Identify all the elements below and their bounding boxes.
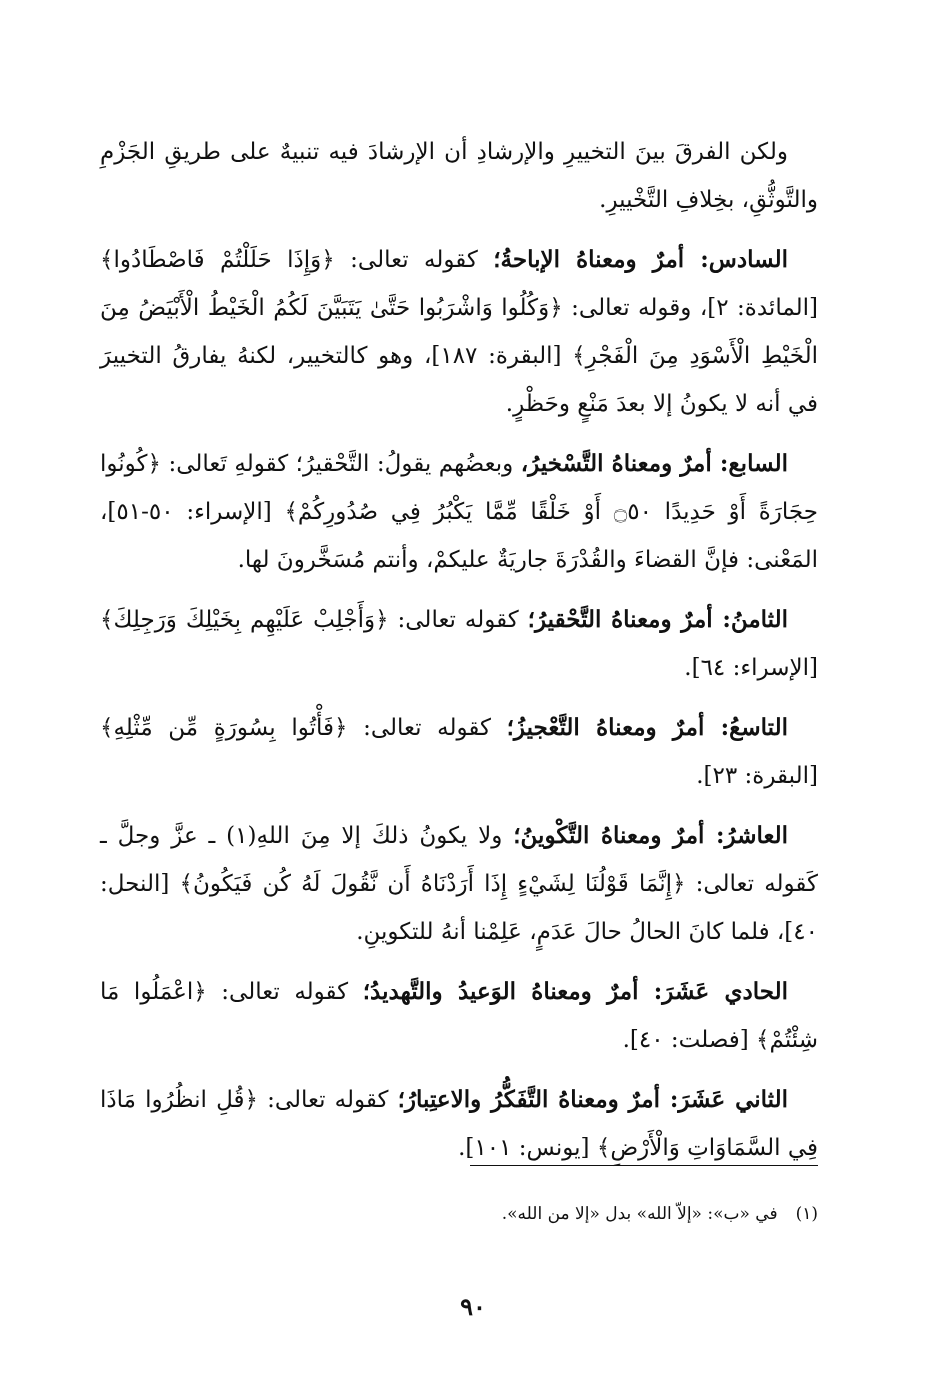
paragraph-text: كقوله تعالى: ﴿قُلِ انظُرُوا مَاذَا فِي السَّمَاوَاتِ وَالْأَرْضِ﴾ [يونس: ١٠١]. xyxy=(100,1087,818,1161)
paragraph-heading: الحادي عَشَرَ: أمرٌ ومعناهُ الوَعيدُ والتَّهديدُ؛ xyxy=(362,978,788,1005)
paragraph-heading: العاشرُ: أمرٌ ومعناهُ التَّكْوينُ؛ xyxy=(513,822,788,849)
paragraph-text: كقوله تعالى: ﴿وَأَجْلِبْ عَلَيْهِم بِخَيْلِكَ وَرَجِلِكَ﴾ [الإسراء: ٦٤]. xyxy=(100,607,818,681)
paragraph-heading: السادس: أمرٌ ومعناهُ الإباحةُ؛ xyxy=(493,246,788,273)
paragraph-heading: الثامنُ: أمرٌ ومعناهُ التَّحْقيرُ؛ xyxy=(527,606,788,633)
paragraph-text: كقوله تعالى: ﴿وَإِذَا حَلَلْتُمْ فَاصْطَادُوا﴾ [المائدة: ٢]، وقوله تعالى: ﴿وَكُلُوا وَاشْرَبُوا حَتَّىٰ يَتَبَيَّنَ لَكُمُ الْخَيْطُ الْأَبْيَضُ مِنَ الْخَيْطِ الْأَسْوَدِ مِنَ الْفَجْرِ﴾ [البقرة: ١٨٧]، وهو كالتخيير، لكنهُ يفارقُ التخييرَ في أنه لا يكونُ إلا بعدَ مَنْعٍ وحَظْرٍ. xyxy=(100,247,819,417)
paragraph-text: كقوله تعالى: ﴿اعْمَلُوا مَا شِئْتُمْ﴾ [فصلت: ٤٠]. xyxy=(100,979,818,1053)
footnote xyxy=(218,1200,818,1228)
paragraph-text: ولكن الفرقَ بينَ التخييرِ والإرشادِ أن الإرشادَ فيه تنبيهٌ على طريقِ الجَزْمِ والتَّوثُّقِ، بخِلافِ التَّخْييرِ. xyxy=(100,139,818,213)
paragraph-sixth xyxy=(100,236,818,428)
paragraph-ninth xyxy=(100,704,818,800)
paragraph-heading: السابع: أمرٌ ومعناهُ التَّسْخيرُ، xyxy=(520,450,788,477)
paragraph-heading: التاسعُ: أمرٌ ومعناهُ التَّعْجيزُ؛ xyxy=(506,714,788,741)
paragraph-tenth xyxy=(100,812,818,956)
paragraph-seventh xyxy=(100,440,818,584)
footnote-divider xyxy=(470,1165,818,1166)
page-body xyxy=(100,128,818,1184)
paragraph-eleventh xyxy=(100,968,818,1064)
paragraph-eighth xyxy=(100,596,818,692)
paragraph-text: كقوله تعالى: ﴿فَأْتُوا بِسُورَةٍ مِّن مِّثْلِهِ﴾ [البقرة: ٢٣]. xyxy=(100,715,818,789)
footnote-number: (١) xyxy=(795,1204,818,1224)
footnote-text: في «ب»: «إلاّ الله» بدل «إلا من الله». xyxy=(501,1204,778,1224)
paragraph-text: ولا يكونُ ذلكَ إلا مِنَ اللهِ(١) ـ عزَّ وجلَّ ـ كَقوله تعالى: ﴿إِنَّمَا قَوْلُنَا لِشَيْءٍ إِذَا أَرَدْنَاهُ أَن نَّقُولَ لَهُ كُن فَيَكُونُ﴾ [النحل: ٤٠]، فلما كانَ الحالُ حالَ عَدَمٍ، عَلِمْنا أنهُ للتكوينِ. xyxy=(100,823,818,945)
page-number: ٩٠ xyxy=(460,1292,486,1321)
paragraph-intro xyxy=(100,128,818,224)
paragraph-twelfth xyxy=(100,1076,818,1172)
paragraph-heading: الثاني عَشَرَ: أمرٌ ومعناهُ التَّفَكُّرُ والاعتِبارُ؛ xyxy=(397,1086,788,1113)
paragraph-text: وبعضُهم يقولُ: التَّحْقيرُ؛ كقولهِ تَعالى: ﴿كُونُوا حِجَارَةً أَوْ حَدِيدًا ۝٥٠ أَوْ خَلْقًا مِّمَّا يَكْبُرُ فِي صُدُورِكُمْ﴾ [الإسراء: ٥٠-٥١]، المَعْنى: فإنَّ القضاءَ والقُدْرَةَ جاريَةٌ عليكمْ، وأنتم مُسَخَّرونَ لها. xyxy=(100,451,818,573)
